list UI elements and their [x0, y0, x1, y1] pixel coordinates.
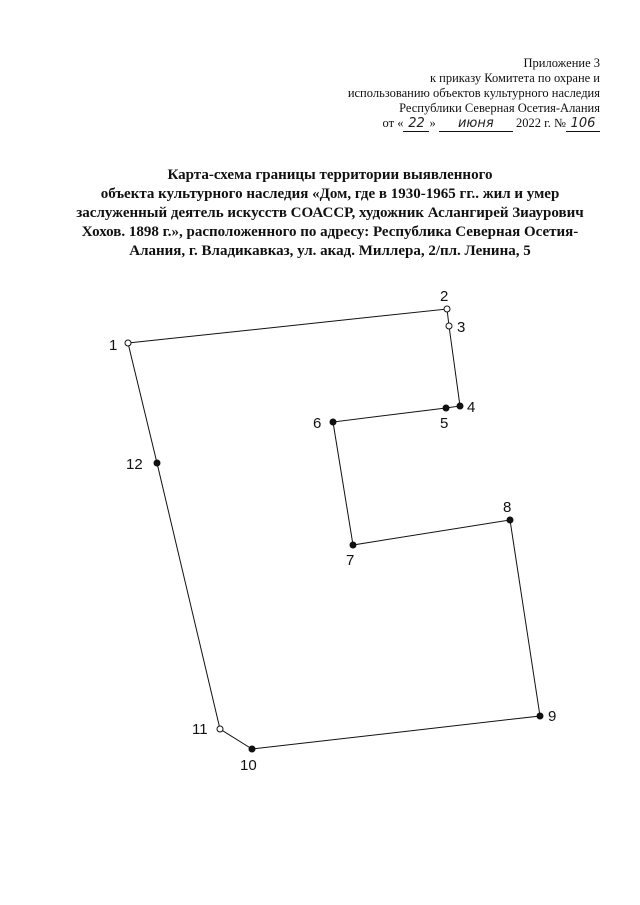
boundary-polygon	[128, 309, 540, 749]
boundary-point-10	[240, 746, 257, 774]
date-year-suffix: 2022 г. №	[515, 116, 566, 130]
title-line-2: объекта культурного наследия «Дом, где в 1930-1965 гг.. жил и умер	[100, 186, 560, 202]
svg-text:10: 10	[240, 757, 257, 774]
boundary-point-7	[346, 542, 356, 569]
boundary-point-6	[313, 415, 336, 432]
boundary-point-2	[440, 288, 450, 312]
date-prefix: от «	[382, 116, 404, 130]
title-line-5: Алания, г. Владикавказ, ул. акад. Миллера, 2/пл. Ленина, 5	[129, 243, 531, 259]
appendix-line-4: Республики Северная Осетия-Алания	[399, 101, 600, 115]
svg-text:1: 1	[109, 337, 118, 354]
title-line-4: Хохов. 1898 г.», расположенного по адресу: Республика Северная Осетия-	[81, 224, 579, 240]
date-mid: »	[429, 116, 436, 130]
boundary-point-12	[126, 456, 160, 473]
svg-text:7: 7	[346, 552, 355, 569]
svg-text:6: 6	[313, 415, 322, 432]
svg-text:5: 5	[440, 415, 449, 432]
svg-text:9: 9	[548, 708, 557, 725]
date-day-handwritten: 22	[403, 116, 429, 132]
boundary-point-8	[503, 499, 513, 523]
date-month-handwritten: июня	[439, 116, 513, 132]
svg-text:3: 3	[457, 319, 466, 336]
svg-text:11: 11	[192, 721, 208, 738]
appendix-line-3: использованию объектов культурного наследия	[347, 86, 600, 100]
svg-text:4: 4	[467, 399, 476, 416]
order-number-handwritten: 106	[566, 116, 600, 132]
title-line-3: заслуженный деятель искусств СОАССР, художник Аслангирей Зиаурович	[76, 205, 584, 221]
boundary-point-9	[537, 708, 556, 725]
appendix-line-2: к приказу Комитета по охране и	[429, 71, 600, 85]
svg-text:12: 12	[126, 456, 143, 473]
svg-text:8: 8	[503, 499, 512, 516]
appendix-line-1: Приложение 3	[523, 56, 600, 70]
boundary-point-1	[109, 337, 131, 354]
svg-text:2: 2	[440, 288, 449, 305]
title-line-1: Карта-схема границы территории выявленного	[167, 167, 493, 183]
